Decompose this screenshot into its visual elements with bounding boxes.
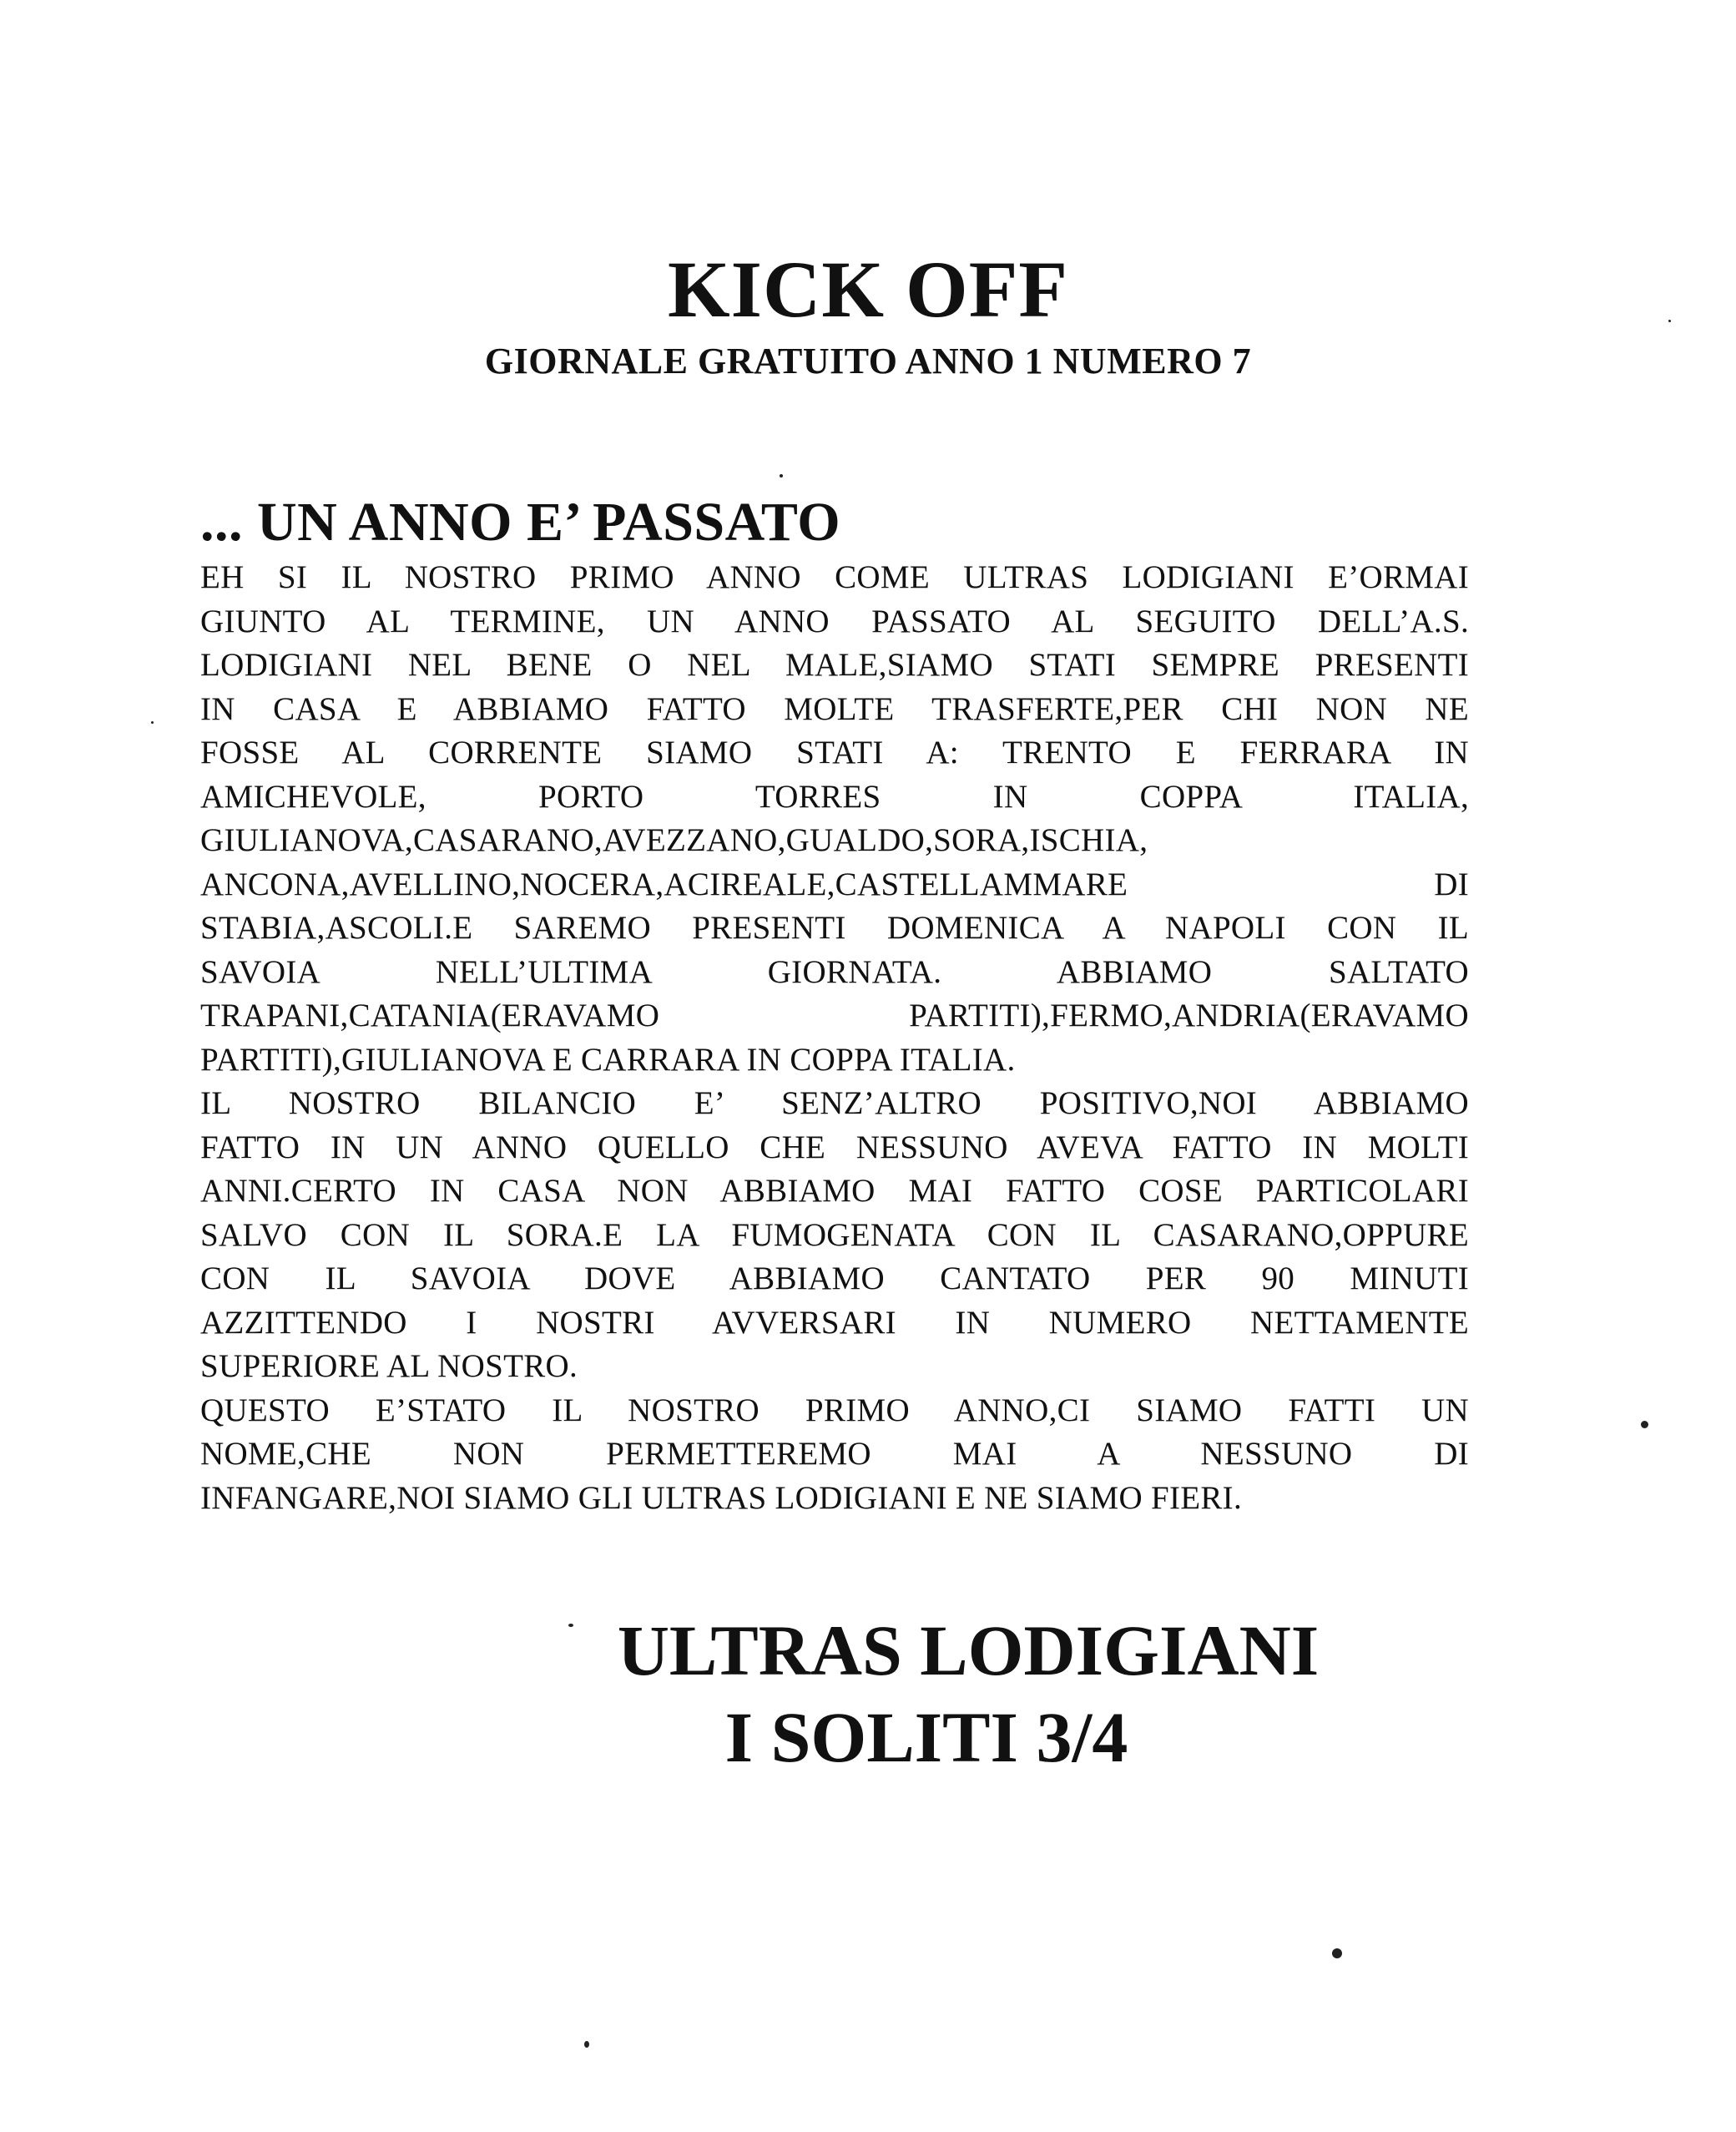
body-line: IN CASA E ABBIAMO FATTO MOLTE TRASFERTE,PER CHI NON NE: [200, 690, 1469, 727]
scan-speck: [568, 1624, 573, 1627]
body-line: STABIA,ASCOLI.E SAREMO PRESENTI DOMENICA A NAPOLI CON IL: [200, 910, 1469, 946]
signature-group-name: ULTRAS LODIGIANI: [617, 1610, 1320, 1690]
body-line: LODIGIANI NEL BENE O NEL MALE,SIAMO STATI SEMPRE PRESENTI: [200, 647, 1469, 683]
scan-speck: [1332, 1948, 1342, 1958]
body-line: SAVOIA NELL’ULTIMA GIORNATA. ABBIAMO SALTATO: [200, 953, 1469, 990]
body-line: FOSSE AL CORRENTE SIAMO STATI A: TRENTO E FERRARA IN: [200, 735, 1469, 770]
body-line: TRAPANI,CATANIA(ERAVAMO PARTITI),FERMO,ANDRIA(ERAVAMO: [200, 998, 1469, 1033]
body-line: INFANGARE,NOI SIAMO GLI ULTRAS LODIGIANI E NE SIAMO FIERI.: [200, 1479, 1243, 1516]
body-line: SALVO CON IL SORA.E LA FUMOGENATA CON IL CASARANO,OPPURE: [200, 1216, 1469, 1253]
article-body: [200, 556, 1469, 1520]
signature-block: [0, 1607, 1736, 1781]
scan-speck: [151, 721, 154, 724]
body-line: PARTITI),GIULIANOVA E CARRARA IN COPPA ITALIA.: [200, 1041, 1016, 1078]
body-line: QUESTO E’STATO IL NOSTRO PRIMO ANNO,CI SIAMO FATTI UN: [200, 1392, 1469, 1428]
body-line: NOME,CHE NON PERMETTEREMO MAI A NESSUNO DI: [200, 1436, 1469, 1472]
scan-speck: [780, 474, 783, 477]
newspaper-subtitle: GIORNALE GRATUITO ANNO 1 NUMERO 7: [484, 341, 1252, 381]
body-line: AMICHEVOLE, PORTO TORRES IN COPPA ITALIA,: [200, 778, 1469, 815]
body-line: FATTO IN UN ANNO QUELLO CHE NESSUNO AVEVA FATTO IN MOLTI: [200, 1129, 1469, 1165]
signature-tagline: I SOLITI 3/4: [724, 1697, 1128, 1777]
body-line: GIULIANOVA,CASARANO,AVEZZANO,GUALDO,SORA,ISCHIA,: [200, 822, 1148, 858]
body-line: AZZITTENDO I NOSTRI AVVERSARI IN NUMERO NETTAMENTE: [200, 1304, 1469, 1341]
body-line: SUPERIORE AL NOSTRO.: [200, 1348, 578, 1384]
body-line: GIUNTO AL TERMINE, UN ANNO PASSATO AL SEGUITO DELL’A.S.: [200, 603, 1469, 639]
scan-speck: [1641, 1421, 1648, 1428]
body-line: ANCONA,AVELLINO,NOCERA,ACIREALE,CASTELLAMMARE DI: [200, 866, 1469, 902]
body-line: IL NOSTRO BILANCIO E’ SENZ’ALTRO POSITIVO,NOI ABBIAMO: [200, 1085, 1469, 1121]
article-heading: ... UN ANNO E’ PASSATO: [200, 492, 841, 553]
scan-speck: [584, 2041, 589, 2048]
newspaper-title: KICK OFF: [668, 245, 1068, 334]
scan-speck: [1668, 320, 1671, 322]
body-line: EH SI IL NOSTRO PRIMO ANNO COME ULTRAS LODIGIANI E’ORMAI: [200, 559, 1469, 595]
body-line: ANNI.CERTO IN CASA NON ABBIAMO MAI FATTO COSE PARTICOLARI: [200, 1173, 1469, 1209]
body-line: CON IL SAVOIA DOVE ABBIAMO CANTATO PER 90 MINUTI: [200, 1261, 1469, 1296]
